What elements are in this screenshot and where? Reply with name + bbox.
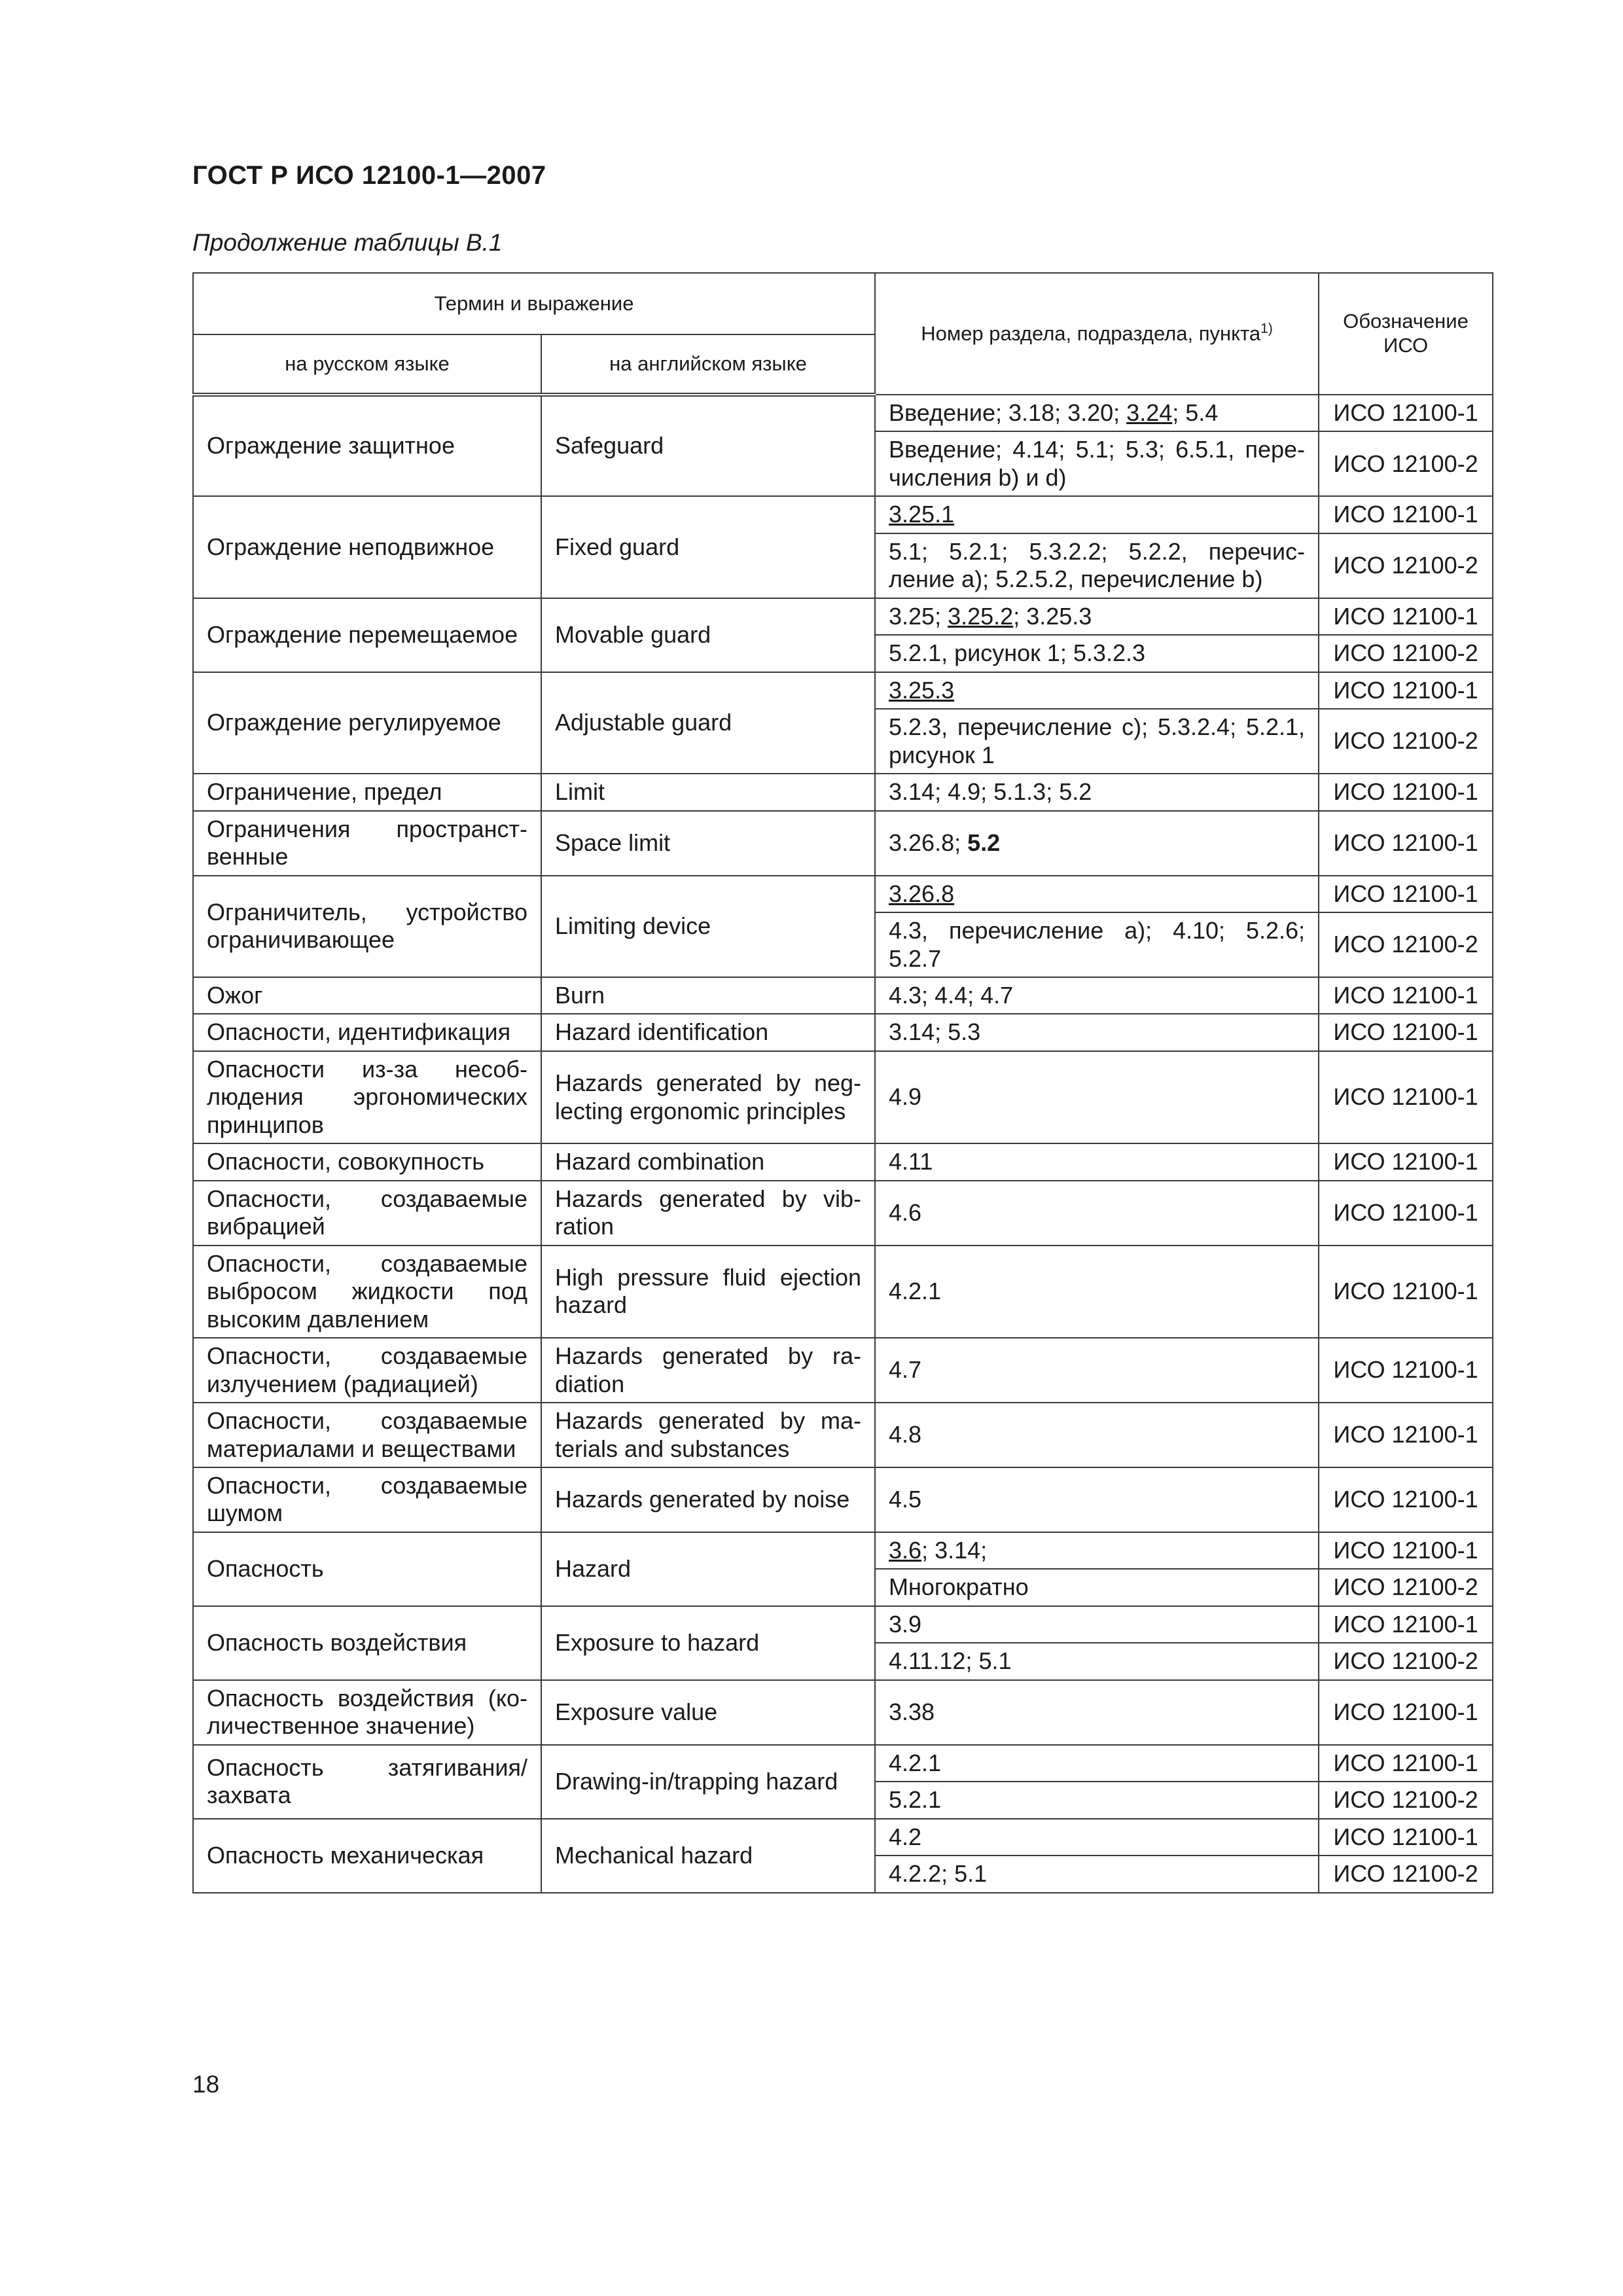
table-row [193, 1819, 1493, 1856]
term-english: Mechanical hazard [541, 1819, 875, 1893]
term-russian: Опасность воздействия (количественное значение) [193, 1680, 541, 1745]
term-english: Hazards generated by vibration [541, 1181, 875, 1246]
header-iso: Обозначение ИСО [1319, 273, 1493, 395]
document-title: ГОСТ Р ИСО 12100-1—2007 [192, 161, 546, 190]
section-reference [875, 1569, 1319, 1605]
term-english: Hazards generated by neglecting ergonomic principles [541, 1051, 875, 1143]
iso-designation: ИСО 12100-1 [1319, 1246, 1493, 1338]
definition-reference: 3.25.2 [948, 602, 1014, 630]
definition-reference: 3.24 [1126, 399, 1173, 426]
iso-designation: ИСО 12100-2 [1319, 635, 1493, 672]
reference-text: 4.9 [889, 1083, 922, 1111]
definition-reference: 3.25.1 [889, 501, 955, 528]
iso-designation: ИСО 12100-1 [1319, 1680, 1493, 1745]
iso-designation: ИСО 12100-1 [1319, 1467, 1493, 1532]
page-number: 18 [192, 2071, 220, 2098]
header-term: Термин и выражение [193, 273, 875, 334]
iso-designation: ИСО 12100-2 [1319, 1643, 1493, 1679]
term-russian: Опасности, создаваемые вибрацией [193, 1181, 541, 1246]
table-row [193, 672, 1493, 709]
reference-text: 3.25; [889, 602, 948, 630]
term-russian: Опасность затягивания/ захвата [193, 1745, 541, 1819]
terms-table [192, 272, 1493, 1893]
table-row [193, 395, 1493, 431]
reference-text: Многократно [889, 1573, 1029, 1601]
reference-text: 4.7 [889, 1356, 922, 1384]
table-row [193, 1680, 1493, 1745]
reference-text: ; 3.14; [921, 1536, 988, 1564]
iso-designation: ИСО 12100-2 [1319, 1856, 1493, 1892]
reference-text: 4.2.2; 5.1 [889, 1860, 988, 1888]
reference-text: 5.1; 5.2.1; 5.3.2.2; 5.2.2, перечисление а); 5.2.5.2, перечисление b) [889, 537, 1306, 593]
table-row [193, 1143, 1493, 1180]
term-russian: Ожог [193, 977, 541, 1014]
table-body [193, 395, 1493, 1893]
term-russian: Опасность механическая [193, 1819, 541, 1893]
term-russian: Ограждение перемещаемое [193, 598, 541, 672]
reference-text: ; 5.4 [1172, 399, 1219, 426]
section-reference [875, 1856, 1319, 1892]
term-russian: Опасности, создаваемые материалами и веществами [193, 1403, 541, 1467]
section-reference [875, 1532, 1319, 1569]
reference-text: 5.2 [967, 829, 1001, 856]
table-row [193, 811, 1493, 876]
reference-text: 4.2.1 [889, 1278, 942, 1305]
section-reference [875, 912, 1319, 977]
section-reference [875, 672, 1319, 709]
reference-text: 5.2.3, перечисление с); 5.3.2.4; 5.2.1, рисунок 1 [889, 713, 1306, 768]
term-russian: Ограждение защитное [193, 395, 541, 496]
term-english: Hazards generated by radiation [541, 1338, 875, 1403]
section-reference [875, 1403, 1319, 1467]
section-reference [875, 1014, 1319, 1050]
iso-designation: ИСО 12100-2 [1319, 709, 1493, 774]
iso-designation: ИСО 12100-1 [1319, 395, 1493, 431]
section-reference [875, 709, 1319, 774]
term-english: Hazards generated by noise [541, 1467, 875, 1532]
iso-designation: ИСО 12100-1 [1319, 1181, 1493, 1246]
reference-text: Введение; 3.18; 3.20; [889, 399, 1127, 426]
section-reference [875, 1782, 1319, 1818]
term-russian: Ограничения пространственные [193, 811, 541, 876]
reference-text: 3.38 [889, 1698, 935, 1726]
section-reference [875, 1819, 1319, 1856]
term-english: Adjustable guard [541, 672, 875, 774]
iso-designation: ИСО 12100-1 [1319, 977, 1493, 1014]
section-reference [875, 635, 1319, 672]
section-reference [875, 1143, 1319, 1180]
term-english: Hazard identification [541, 1014, 875, 1050]
iso-designation: ИСО 12100-1 [1319, 811, 1493, 876]
iso-designation: ИСО 12100-1 [1319, 1403, 1493, 1467]
term-russian: Ограничитель, устройство ограничивающее [193, 876, 541, 977]
section-reference [875, 431, 1319, 496]
term-english: Drawing-in/trapping hazard [541, 1745, 875, 1819]
table-row [193, 1403, 1493, 1467]
iso-designation: ИСО 12100-2 [1319, 912, 1493, 977]
reference-text: 4.8 [889, 1421, 922, 1448]
reference-text: 4.3, перечисление а); 4.10; 5.2.6; 5.2.7 [889, 917, 1306, 972]
table-header [193, 273, 1493, 395]
term-russian: Опасности, создаваемые шумом [193, 1467, 541, 1532]
term-english: Exposure value [541, 1680, 875, 1745]
reference-text: 4.2 [889, 1823, 922, 1850]
header-en: на английском языке [541, 334, 875, 395]
definition-reference: 3.26.8 [889, 880, 955, 907]
iso-designation: ИСО 12100-1 [1319, 496, 1493, 533]
term-russian: Опасности, идентификация [193, 1014, 541, 1050]
term-english: Hazard combination [541, 1143, 875, 1180]
iso-designation: ИСО 12100-1 [1319, 1745, 1493, 1782]
section-reference [875, 977, 1319, 1014]
section-reference [875, 1181, 1319, 1246]
term-russian: Ограничение, предел [193, 774, 541, 810]
table-row [193, 876, 1493, 912]
header-section [875, 273, 1319, 395]
reference-text: 4.6 [889, 1199, 922, 1227]
term-russian: Опасность воздействия [193, 1606, 541, 1680]
term-english: Hazard [541, 1532, 875, 1606]
section-reference [875, 774, 1319, 810]
term-english: High pressure fluid ejection hazard [541, 1246, 875, 1338]
iso-designation: ИСО 12100-1 [1319, 1143, 1493, 1180]
iso-designation: ИСО 12100-2 [1319, 431, 1493, 496]
reference-text: 4.3; 4.4; 4.7 [889, 981, 1014, 1009]
definition-reference: 3.6 [889, 1536, 922, 1564]
table-row [193, 1246, 1493, 1338]
iso-designation: ИСО 12100-1 [1319, 1819, 1493, 1856]
iso-designation: ИСО 12100-1 [1319, 1532, 1493, 1569]
iso-designation: ИСО 12100-1 [1319, 1014, 1493, 1050]
reference-text: ; 3.25.3 [1013, 602, 1092, 630]
reference-text: 4.2.1 [889, 1749, 942, 1776]
section-reference [875, 811, 1319, 876]
term-russian: Опасности из-за несоблюдения эргономических принципов [193, 1051, 541, 1143]
section-reference [875, 1246, 1319, 1338]
section-reference [875, 598, 1319, 635]
reference-text: 4.11.12; 5.1 [889, 1647, 1012, 1675]
iso-designation: ИСО 12100-1 [1319, 1338, 1493, 1403]
definition-reference: 3.25.3 [889, 676, 955, 704]
section-reference [875, 1745, 1319, 1782]
iso-designation: ИСО 12100-1 [1319, 598, 1493, 635]
section-reference [875, 876, 1319, 912]
reference-text: 5.2.1, рисунок 1; 5.3.2.3 [889, 639, 1145, 667]
table-row [193, 1467, 1493, 1532]
term-english: Exposure to hazard [541, 1606, 875, 1680]
term-english: Safeguard [541, 395, 875, 496]
table-row [193, 1014, 1493, 1050]
reference-text: Введение; 4.14; 5.1; 5.3; 6.5.1, перечисления b) и d) [889, 436, 1306, 491]
table-row [193, 1338, 1493, 1403]
table-row [193, 496, 1493, 533]
section-reference [875, 1680, 1319, 1745]
header-section-footnote: 1) [1260, 321, 1273, 336]
term-english: Movable guard [541, 598, 875, 672]
section-reference [875, 1606, 1319, 1643]
reference-text: 3.14; 4.9; 5.1.3; 5.2 [889, 778, 1092, 806]
term-english: Limit [541, 774, 875, 810]
reference-text: 5.2.1 [889, 1786, 942, 1814]
iso-designation: ИСО 12100-1 [1319, 774, 1493, 810]
term-english: Limiting device [541, 876, 875, 977]
term-russian: Опасность [193, 1532, 541, 1606]
table-caption: Продолжение таблицы В.1 [192, 229, 503, 256]
term-english: Hazards generated by materials and substances [541, 1403, 875, 1467]
reference-text: 4.11 [889, 1148, 933, 1175]
term-russian: Опасности, создаваемые выбросом жидкости под высоким давлением [193, 1246, 541, 1338]
iso-designation: ИСО 12100-1 [1319, 1606, 1493, 1643]
reference-text: 4.5 [889, 1486, 922, 1513]
section-reference [875, 1467, 1319, 1532]
header-section-label: Номер раздела, подраздела, пункта [921, 321, 1261, 345]
reference-text: 3.9 [889, 1610, 922, 1638]
term-english: Burn [541, 977, 875, 1014]
section-reference [875, 1643, 1319, 1679]
section-reference [875, 533, 1319, 598]
iso-designation: ИСО 12100-1 [1319, 672, 1493, 709]
term-russian: Опасности, создаваемые излучением (радиацией) [193, 1338, 541, 1403]
term-russian: Опасности, совокупность [193, 1143, 541, 1180]
iso-designation: ИСО 12100-2 [1319, 1782, 1493, 1818]
iso-designation: ИСО 12100-1 [1319, 1051, 1493, 1143]
term-english: Space limit [541, 811, 875, 876]
iso-designation: ИСО 12100-1 [1319, 876, 1493, 912]
reference-text: 3.14; 5.3 [889, 1018, 981, 1046]
table-row [193, 1181, 1493, 1246]
table-row [193, 1051, 1493, 1143]
table-row [193, 1606, 1493, 1643]
section-reference [875, 1051, 1319, 1143]
term-english: Fixed guard [541, 496, 875, 598]
term-russian: Ограждение регулируемое [193, 672, 541, 774]
table-row [193, 1745, 1493, 1782]
section-reference [875, 496, 1319, 533]
table-row [193, 774, 1493, 810]
term-russian: Ограждение неподвижное [193, 496, 541, 598]
table-row [193, 1532, 1493, 1569]
table-row [193, 977, 1493, 1014]
header-ru: на русском языке [193, 334, 541, 395]
table-row [193, 598, 1493, 635]
reference-text: 3.26.8; [889, 829, 968, 856]
iso-designation: ИСО 12100-2 [1319, 533, 1493, 598]
iso-designation: ИСО 12100-2 [1319, 1569, 1493, 1605]
section-reference [875, 1338, 1319, 1403]
section-reference [875, 395, 1319, 431]
